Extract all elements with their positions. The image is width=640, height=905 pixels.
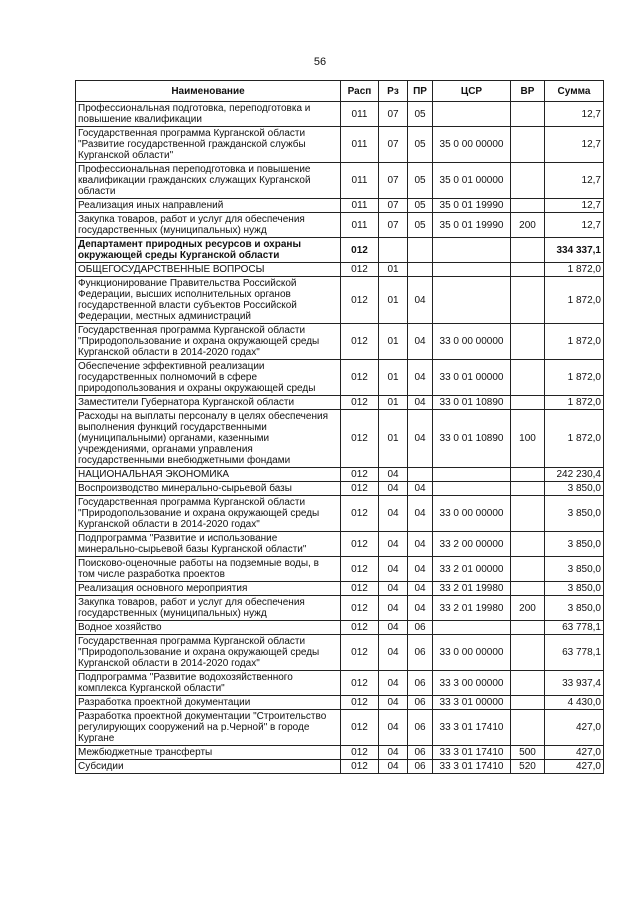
cell-name: Реализация основного мероприятия — [76, 582, 341, 596]
cell-sum: 242 230,4 — [545, 468, 604, 482]
cell-name: Заместители Губернатора Курганской области — [76, 396, 341, 410]
cell-rasp: 012 — [341, 482, 379, 496]
cell-vr — [511, 127, 545, 163]
table-row — [76, 163, 604, 199]
cell-rz — [379, 238, 408, 263]
table-row — [76, 482, 604, 496]
cell-name: Субсидии — [76, 760, 341, 774]
cell-rz: 04 — [379, 760, 408, 774]
table-row — [76, 496, 604, 532]
cell-rasp: 012 — [341, 671, 379, 696]
cell-csr — [433, 621, 511, 635]
cell-name: Разработка проектной документации "Строительство регулирующих сооружений на р.Черной" в городе Кургане — [76, 710, 341, 746]
cell-sum: 427,0 — [545, 746, 604, 760]
cell-name: Водное хозяйство — [76, 621, 341, 635]
cell-vr — [511, 532, 545, 557]
cell-vr — [511, 635, 545, 671]
cell-csr — [433, 277, 511, 324]
cell-rz: 04 — [379, 671, 408, 696]
cell-rasp: 012 — [341, 324, 379, 360]
cell-rz: 07 — [379, 199, 408, 213]
cell-vr: 500 — [511, 746, 545, 760]
cell-csr: 33 2 01 19980 — [433, 582, 511, 596]
cell-rasp: 012 — [341, 696, 379, 710]
cell-rz: 07 — [379, 163, 408, 199]
cell-sum: 3 850,0 — [545, 496, 604, 532]
cell-csr: 35 0 01 19990 — [433, 213, 511, 238]
cell-rasp: 012 — [341, 360, 379, 396]
table-header-row — [76, 81, 604, 102]
cell-csr: 33 0 00 00000 — [433, 324, 511, 360]
cell-sum: 1 872,0 — [545, 396, 604, 410]
cell-pr: 05 — [408, 199, 433, 213]
header-rz: Рз — [379, 81, 408, 102]
cell-csr: 33 0 00 00000 — [433, 635, 511, 671]
cell-csr: 33 0 01 00000 — [433, 360, 511, 396]
cell-csr: 33 3 01 00000 — [433, 696, 511, 710]
cell-rz: 07 — [379, 213, 408, 238]
cell-vr: 520 — [511, 760, 545, 774]
cell-rz: 04 — [379, 468, 408, 482]
table-row — [76, 557, 604, 582]
cell-rasp: 012 — [341, 760, 379, 774]
cell-name: Разработка проектной документации — [76, 696, 341, 710]
cell-vr — [511, 277, 545, 324]
table-row — [76, 102, 604, 127]
cell-pr: 04 — [408, 277, 433, 324]
table-row — [76, 324, 604, 360]
cell-rz: 01 — [379, 410, 408, 468]
cell-vr — [511, 102, 545, 127]
cell-pr: 04 — [408, 396, 433, 410]
cell-vr — [511, 582, 545, 596]
cell-rz: 01 — [379, 263, 408, 277]
page-number: 56 — [313, 56, 327, 68]
table-row — [76, 199, 604, 213]
cell-rz: 04 — [379, 482, 408, 496]
cell-rz: 07 — [379, 102, 408, 127]
cell-rz: 04 — [379, 532, 408, 557]
cell-rasp: 011 — [341, 163, 379, 199]
cell-rasp: 011 — [341, 127, 379, 163]
cell-vr — [511, 238, 545, 263]
header-vr: ВР — [511, 81, 545, 102]
cell-csr: 33 3 01 17410 — [433, 760, 511, 774]
cell-pr: 05 — [408, 102, 433, 127]
cell-sum: 33 937,4 — [545, 671, 604, 696]
cell-vr — [511, 199, 545, 213]
cell-sum: 1 872,0 — [545, 360, 604, 396]
table-row — [76, 696, 604, 710]
cell-vr — [511, 263, 545, 277]
table-row — [76, 396, 604, 410]
table-row — [76, 277, 604, 324]
table-row — [76, 710, 604, 746]
cell-vr — [511, 360, 545, 396]
header-rasp: Расп — [341, 81, 379, 102]
table-row — [76, 746, 604, 760]
cell-rasp: 012 — [341, 396, 379, 410]
cell-csr: 35 0 01 19990 — [433, 199, 511, 213]
table-row — [76, 468, 604, 482]
cell-vr — [511, 324, 545, 360]
table-row — [76, 238, 604, 263]
table-row — [76, 635, 604, 671]
cell-rasp: 012 — [341, 410, 379, 468]
cell-pr: 04 — [408, 410, 433, 468]
budget-table — [75, 80, 604, 774]
cell-rz: 04 — [379, 710, 408, 746]
table-row — [76, 263, 604, 277]
cell-name: Департамент природных ресурсов и охраны окружающей среды Курганской области — [76, 238, 341, 263]
cell-rasp: 012 — [341, 746, 379, 760]
cell-pr — [408, 238, 433, 263]
cell-pr: 04 — [408, 582, 433, 596]
cell-csr: 35 0 00 00000 — [433, 127, 511, 163]
cell-vr — [511, 671, 545, 696]
cell-csr — [433, 263, 511, 277]
cell-name: Реализация иных направлений — [76, 199, 341, 213]
cell-csr: 33 3 01 17410 — [433, 746, 511, 760]
table-row — [76, 410, 604, 468]
cell-pr: 05 — [408, 163, 433, 199]
cell-rasp: 012 — [341, 710, 379, 746]
cell-sum: 63 778,1 — [545, 621, 604, 635]
cell-csr — [433, 482, 511, 496]
cell-vr: 100 — [511, 410, 545, 468]
cell-rasp: 012 — [341, 635, 379, 671]
cell-rz: 04 — [379, 582, 408, 596]
table-row — [76, 582, 604, 596]
cell-vr — [511, 163, 545, 199]
cell-pr: 04 — [408, 532, 433, 557]
cell-name: Обеспечение эффективной реализации государственных полномочий в сфере природопользования и охраны окружающей среды — [76, 360, 341, 396]
cell-name: Закупка товаров, работ и услуг для обеспечения государственных (муниципальных) нужд — [76, 213, 341, 238]
cell-vr — [511, 482, 545, 496]
cell-name: Воспроизводство минерально-сырьевой базы — [76, 482, 341, 496]
header-sum: Сумма — [545, 81, 604, 102]
cell-vr — [511, 496, 545, 532]
cell-pr: 05 — [408, 127, 433, 163]
cell-sum: 1 872,0 — [545, 263, 604, 277]
cell-rz: 01 — [379, 360, 408, 396]
cell-name: Государственная программа Курганской области "Природопользование и охрана окружающей среды Курганской области в 2014-2020 годах" — [76, 496, 341, 532]
cell-rasp: 012 — [341, 277, 379, 324]
cell-sum: 63 778,1 — [545, 635, 604, 671]
cell-csr: 33 0 01 10890 — [433, 396, 511, 410]
cell-pr: 04 — [408, 557, 433, 582]
cell-csr — [433, 102, 511, 127]
cell-csr: 33 2 01 19980 — [433, 596, 511, 621]
table-row — [76, 596, 604, 621]
cell-rz: 04 — [379, 496, 408, 532]
cell-rz: 07 — [379, 127, 408, 163]
cell-pr: 04 — [408, 596, 433, 621]
cell-vr — [511, 468, 545, 482]
cell-name: Подпрограмма "Развитие и использование минерально-сырьевой базы Курганской области" — [76, 532, 341, 557]
cell-name: Поисково-оценочные работы на подземные воды, в том числе разработка проектов — [76, 557, 341, 582]
cell-rz: 04 — [379, 557, 408, 582]
cell-pr: 06 — [408, 746, 433, 760]
cell-csr: 33 2 01 00000 — [433, 557, 511, 582]
cell-sum: 1 872,0 — [545, 277, 604, 324]
cell-sum: 4 430,0 — [545, 696, 604, 710]
cell-rasp: 012 — [341, 468, 379, 482]
cell-pr: 04 — [408, 324, 433, 360]
cell-name: Государственная программа Курганской области "Развитие государственной гражданской службы Курганской области" — [76, 127, 341, 163]
cell-rasp: 012 — [341, 263, 379, 277]
cell-rasp: 011 — [341, 199, 379, 213]
cell-pr: 04 — [408, 496, 433, 532]
cell-rasp: 012 — [341, 557, 379, 582]
cell-name: Государственная программа Курганской области "Природопользование и охрана окружающей среды Курганской области в 2014-2020 годах" — [76, 324, 341, 360]
cell-sum: 427,0 — [545, 760, 604, 774]
cell-pr — [408, 263, 433, 277]
cell-rasp: 012 — [341, 621, 379, 635]
cell-pr: 05 — [408, 213, 433, 238]
cell-name: Расходы на выплаты персоналу в целях обеспечения выполнения функций государственными (муниципальными) органами, казенными учреждениями, органами управления государственными внебюджетными фондами — [76, 410, 341, 468]
cell-sum: 3 850,0 — [545, 482, 604, 496]
cell-sum: 3 850,0 — [545, 596, 604, 621]
cell-sum: 12,7 — [545, 102, 604, 127]
cell-pr: 06 — [408, 635, 433, 671]
cell-rz: 01 — [379, 324, 408, 360]
cell-vr — [511, 710, 545, 746]
cell-csr: 33 2 00 00000 — [433, 532, 511, 557]
cell-csr: 33 0 00 00000 — [433, 496, 511, 532]
cell-rz: 04 — [379, 696, 408, 710]
cell-name: Подпрограмма "Развитие водохозяйственного комплекса Курганской области" — [76, 671, 341, 696]
cell-rz: 04 — [379, 746, 408, 760]
cell-vr: 200 — [511, 596, 545, 621]
cell-pr: 04 — [408, 482, 433, 496]
cell-rasp: 011 — [341, 102, 379, 127]
cell-pr: 06 — [408, 710, 433, 746]
cell-name: Профессиональная подготовка, переподготовка и повышение квалификации — [76, 102, 341, 127]
cell-pr: 06 — [408, 760, 433, 774]
cell-sum: 3 850,0 — [545, 557, 604, 582]
cell-name: Профессиональная переподготовка и повышение квалификации гражданских служащих Курганской области — [76, 163, 341, 199]
cell-name: Межбюджетные трансферты — [76, 746, 341, 760]
cell-sum: 12,7 — [545, 199, 604, 213]
cell-name: Государственная программа Курганской области "Природопользование и охрана окружающей среды Курганской области в 2014-2020 годах" — [76, 635, 341, 671]
cell-pr: 06 — [408, 621, 433, 635]
cell-sum: 3 850,0 — [545, 582, 604, 596]
cell-name: ОБЩЕГОСУДАРСТВЕННЫЕ ВОПРОСЫ — [76, 263, 341, 277]
cell-sum: 427,0 — [545, 710, 604, 746]
cell-sum: 12,7 — [545, 127, 604, 163]
table-body — [76, 102, 604, 774]
table-row — [76, 360, 604, 396]
cell-csr: 35 0 01 00000 — [433, 163, 511, 199]
cell-name: НАЦИОНАЛЬНАЯ ЭКОНОМИКА — [76, 468, 341, 482]
cell-sum: 334 337,1 — [545, 238, 604, 263]
cell-rz: 04 — [379, 635, 408, 671]
cell-rasp: 012 — [341, 496, 379, 532]
cell-sum: 12,7 — [545, 213, 604, 238]
cell-pr: 06 — [408, 671, 433, 696]
cell-csr — [433, 238, 511, 263]
cell-rasp: 011 — [341, 213, 379, 238]
cell-sum: 1 872,0 — [545, 410, 604, 468]
cell-name: Закупка товаров, работ и услуг для обеспечения государственных (муниципальных) нужд — [76, 596, 341, 621]
cell-sum: 3 850,0 — [545, 532, 604, 557]
cell-pr — [408, 468, 433, 482]
table-row — [76, 532, 604, 557]
cell-csr: 33 3 00 00000 — [433, 671, 511, 696]
cell-rz: 01 — [379, 396, 408, 410]
header-csr: ЦСР — [433, 81, 511, 102]
cell-vr — [511, 557, 545, 582]
table-row — [76, 671, 604, 696]
cell-vr — [511, 696, 545, 710]
cell-rasp: 012 — [341, 596, 379, 621]
cell-rz: 04 — [379, 621, 408, 635]
cell-name: Функционирование Правительства Российской Федерации, высших исполнительных органов государственной власти субъектов Российской Федерации, местных администраций — [76, 277, 341, 324]
cell-rz: 04 — [379, 596, 408, 621]
cell-rasp: 012 — [341, 532, 379, 557]
table-row — [76, 127, 604, 163]
cell-csr: 33 0 01 10890 — [433, 410, 511, 468]
table-row — [76, 621, 604, 635]
table-row — [76, 213, 604, 238]
cell-csr: 33 3 01 17410 — [433, 710, 511, 746]
cell-sum: 12,7 — [545, 163, 604, 199]
cell-pr: 04 — [408, 360, 433, 396]
header-pr: ПР — [408, 81, 433, 102]
cell-rasp: 012 — [341, 238, 379, 263]
cell-vr — [511, 621, 545, 635]
cell-vr — [511, 396, 545, 410]
header-name: Наименование — [76, 81, 341, 102]
cell-rz: 01 — [379, 277, 408, 324]
cell-csr — [433, 468, 511, 482]
cell-sum: 1 872,0 — [545, 324, 604, 360]
table-row — [76, 760, 604, 774]
cell-vr: 200 — [511, 213, 545, 238]
cell-rasp: 012 — [341, 582, 379, 596]
cell-pr: 06 — [408, 696, 433, 710]
